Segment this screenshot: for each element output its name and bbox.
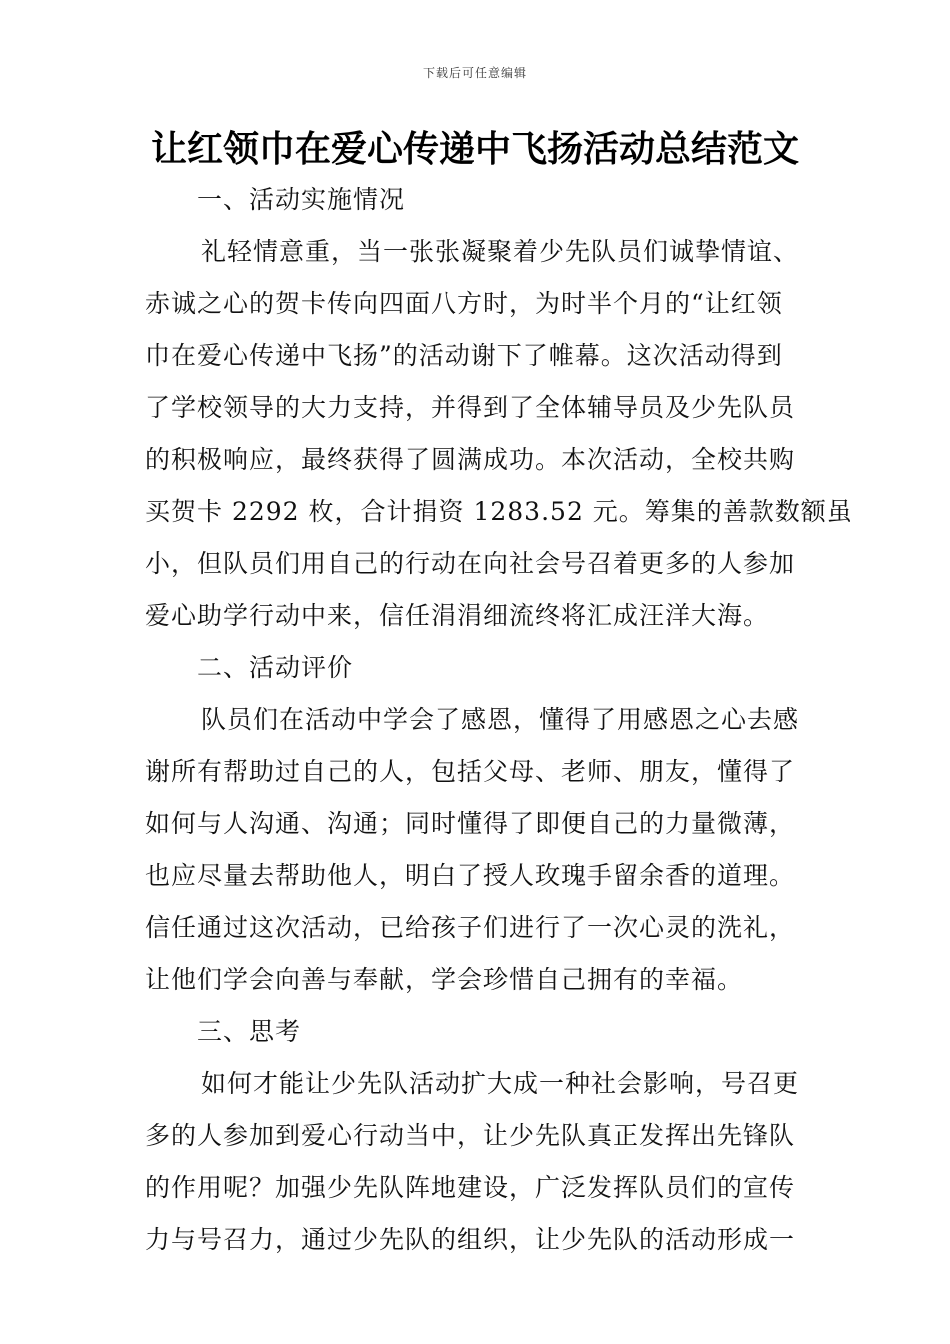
paragraph-line: 谢所有帮助过自己的人，包括父母、老师、朋友，懂得了 xyxy=(145,757,796,786)
paragraph-line: 礼轻情意重，当一张张凝聚着少先队员们诚挚情谊、 xyxy=(201,237,800,266)
header-note: 下载后可任意编辑 xyxy=(422,66,527,80)
section-heading-1: 一、活动实施情况 xyxy=(197,185,406,214)
paragraph-line: 多的人参加到爱心行动当中，让少先队真正发挥出先锋队 xyxy=(145,1121,796,1150)
section-heading-2: 二、活动评价 xyxy=(197,653,354,682)
paragraph-line: 也应尽量去帮助他人，明白了授人玫瑰手留余香的道理。 xyxy=(145,861,796,890)
paragraph-line: 如何与人沟通、沟通；同时懂得了即便自己的力量微薄， xyxy=(145,809,796,838)
paragraph-line: 队员们在活动中学会了感恩，懂得了用感恩之心去感 xyxy=(201,705,800,734)
paragraph-line: 买贺卡 2292 枚，合计捐资 1283.52 元。筹集的善款数额虽 xyxy=(145,497,853,526)
paragraph-line: 赤诚之心的贺卡传向四面八方时，为时半个月的“让红领 xyxy=(145,289,783,318)
paragraph-line: 信任通过这次活动，已给孩子们进行了一次心灵的洗礼， xyxy=(145,913,796,942)
document-title: 让红领巾在爱心传递中飞扬活动总结范文 xyxy=(150,129,799,170)
paragraph-line: 巾在爱心传递中飞扬”的活动谢下了帷幕。这次活动得到 xyxy=(145,341,783,370)
document-body xyxy=(145,174,853,1266)
paragraph-line: 如何才能让少先队活动扩大成一种社会影响，号召更 xyxy=(201,1069,800,1098)
paragraph-line: 让他们学会向善与奉献，学会珍惜自己拥有的幸福。 xyxy=(145,965,744,994)
paragraph-line: 了学校领导的大力支持，并得到了全体辅导员及少先队员 xyxy=(145,393,796,422)
paragraph-line: 力与号召力，通过少先队的组织，让少先队的活动形成一 xyxy=(145,1225,796,1254)
paragraph-line: 小，但队员们用自己的行动在向社会号召着更多的人参加 xyxy=(145,549,796,578)
paragraph-line: 爱心助学行动中来，信任涓涓细流终将汇成汪洋大海。 xyxy=(145,601,770,630)
paragraph-line: 的积极响应，最终获得了圆满成功。本次活动，全校共购 xyxy=(145,445,796,474)
paragraph-line: 的作用呢？加强少先队阵地建设，广泛发挥队员们的宣传 xyxy=(145,1173,796,1202)
section-heading-3: 三、思考 xyxy=(197,1017,302,1046)
